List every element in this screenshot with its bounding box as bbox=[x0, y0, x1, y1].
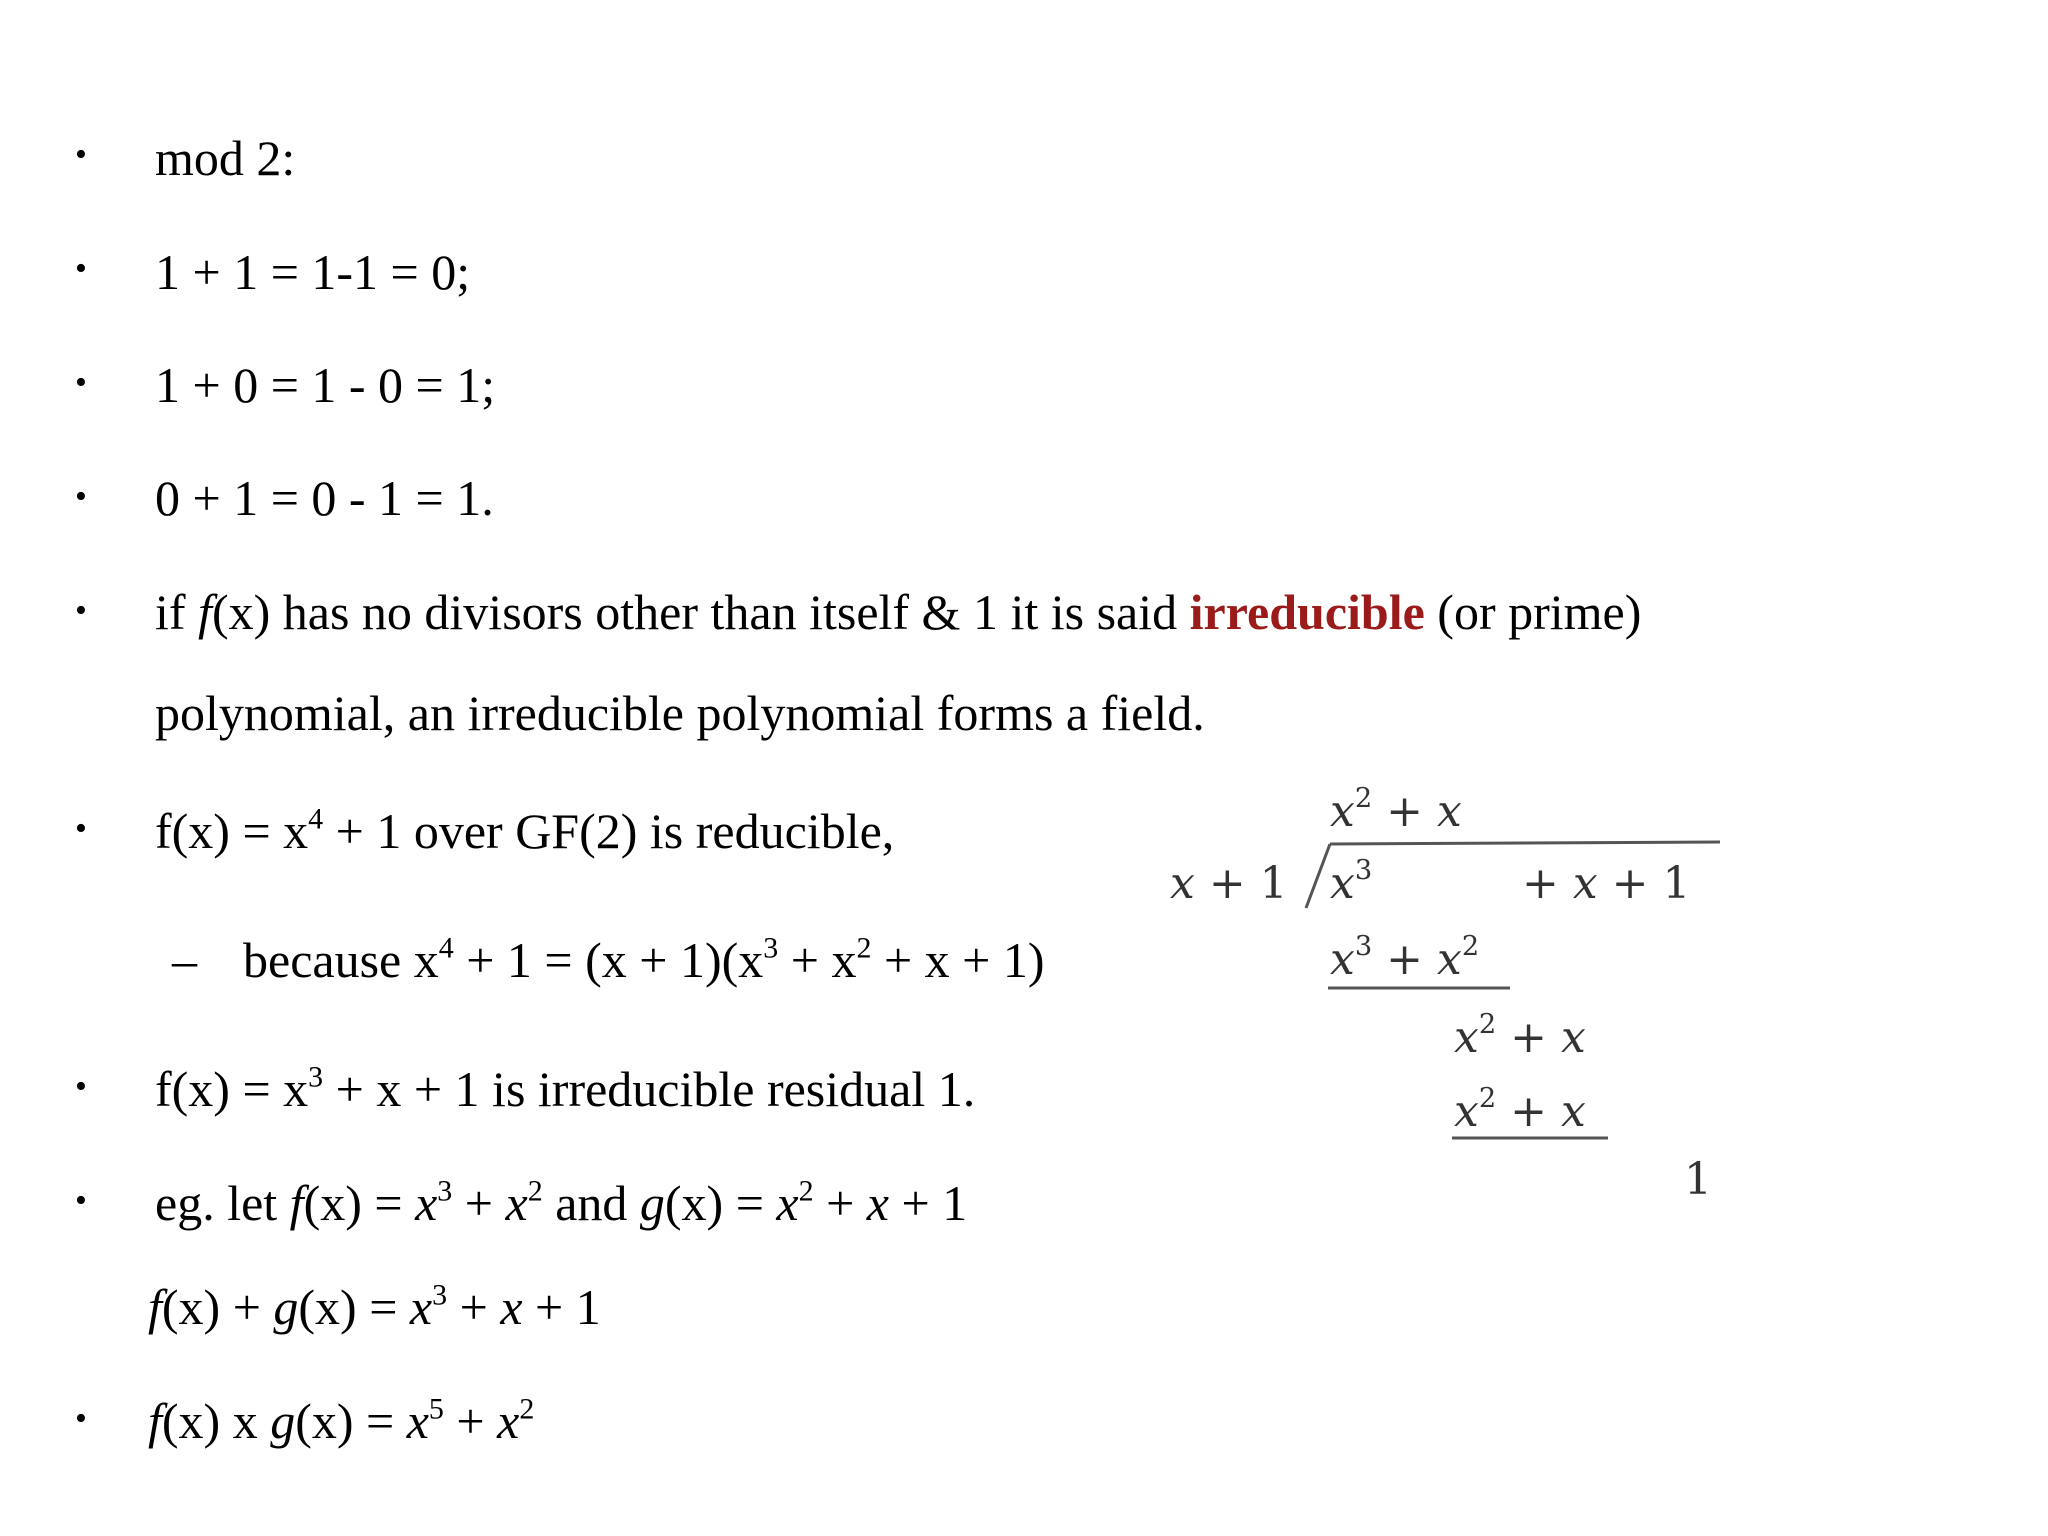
irreducible-example: $f(x) = x^3 + x + 1$ is irreducible residual 1. bbox=[155, 1060, 976, 1117]
product-result: f(x) x $g(x) = x^5 + x^2$ bbox=[148, 1392, 535, 1449]
subtrahend-1: $x^3 + x^2$ bbox=[1330, 930, 1480, 985]
irreducible-definition-cont: polynomial, an irreducible polynomial forms a field. bbox=[155, 685, 1205, 741]
bullet-marker: • bbox=[75, 1068, 87, 1105]
rule-1-plus-1: 1 + 1 = 1-1 = 0; bbox=[155, 244, 471, 300]
bullet-marker: • bbox=[75, 364, 87, 401]
bullet-marker: • bbox=[75, 136, 87, 173]
sum-result: $f(x) + g(x) = x^3 + x + 1$ bbox=[148, 1278, 601, 1335]
quotient: $x^2 + x$ bbox=[1330, 782, 1462, 837]
final-remainder: 1 bbox=[1684, 1154, 1712, 1205]
bullet-marker: • bbox=[75, 592, 87, 629]
division-bracket-overline bbox=[1330, 842, 1720, 844]
example-definition: eg. let $f(x) = x^3 + x^2$ and $g(x) = x^2 + x + 1$ bbox=[155, 1174, 968, 1231]
bullet-marker: • bbox=[75, 478, 87, 515]
reducible-example: $f(x) = x^4 + 1$ over GF(2) is reducible, bbox=[155, 802, 895, 859]
rule-0-plus-1: 0 + 1 = 0 - 1 = 1. bbox=[155, 470, 494, 526]
partial-remainder: $x^2 + x$ bbox=[1454, 1008, 1586, 1063]
dividend-leading-term: $x^3$ bbox=[1330, 854, 1373, 909]
division-bracket-slash bbox=[1306, 844, 1330, 908]
subtrahend-2: $x^2 + x$ bbox=[1454, 1082, 1586, 1137]
dash-marker: – bbox=[172, 932, 197, 988]
irreducible-definition: if f(x) has no divisors other than itself & 1 it is said irreducible (or prime) bbox=[155, 584, 1642, 640]
mod2-heading: mod 2: bbox=[155, 130, 296, 186]
bullet-marker: • bbox=[75, 810, 87, 847]
bullet-marker: • bbox=[75, 1182, 87, 1219]
dividend-tail: + x + 1 bbox=[1522, 858, 1691, 909]
factorization-line: because $x^4 + 1 = (x + 1)(x^3 + x^2 + x + 1)$ bbox=[243, 931, 1045, 988]
irreducible-term: irreducible bbox=[1189, 584, 1425, 640]
bullet-marker: • bbox=[75, 250, 87, 287]
divisor: x + 1 bbox=[1170, 858, 1288, 909]
bullet-marker: • bbox=[75, 1400, 87, 1437]
long-division-figure bbox=[1160, 770, 1720, 1205]
rule-1-plus-0: 1 + 0 = 1 - 0 = 1; bbox=[155, 357, 496, 413]
